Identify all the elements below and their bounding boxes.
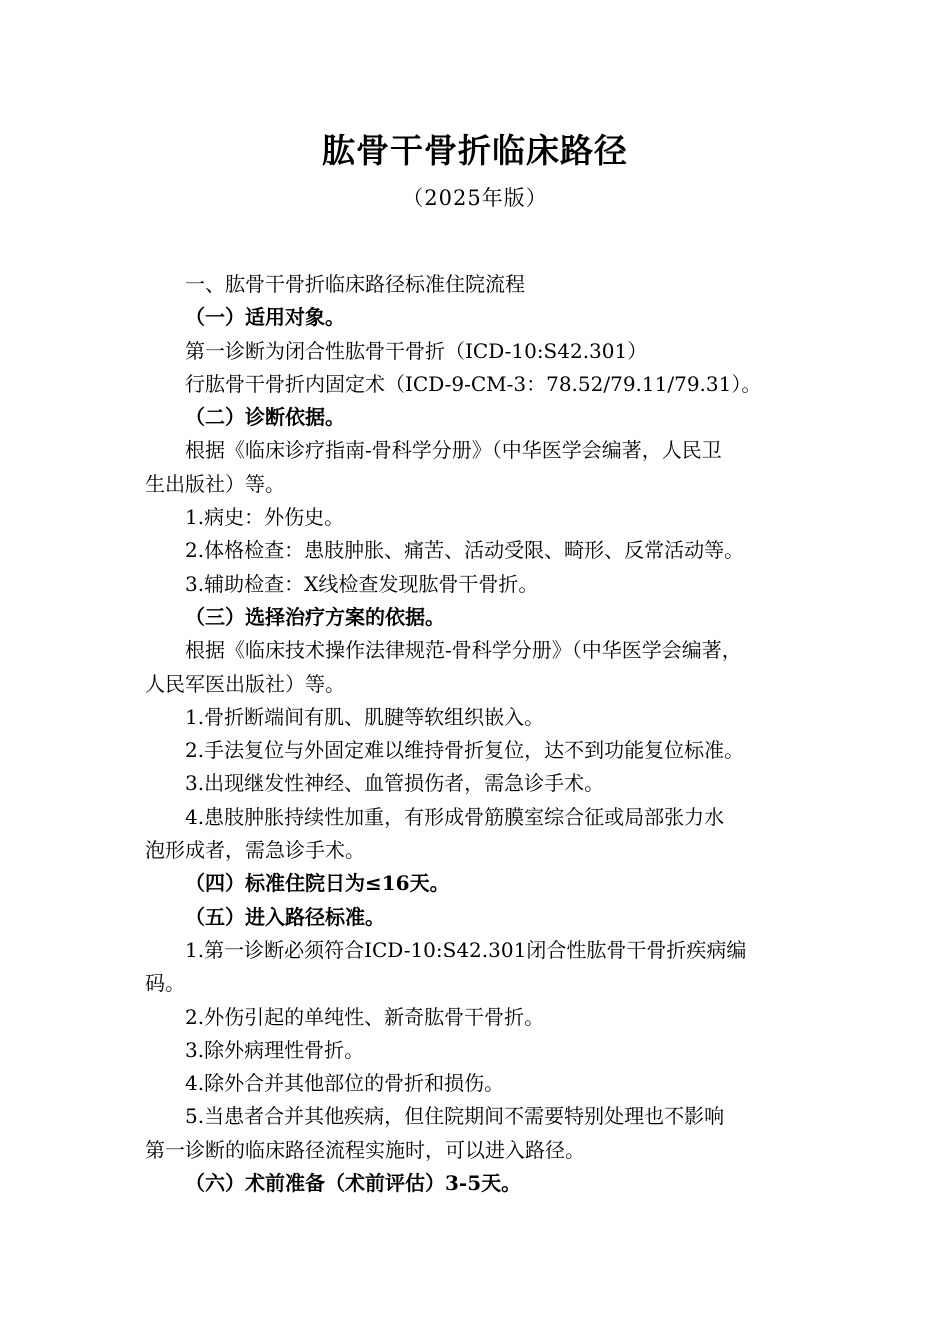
- list-item: 1.病史：外伤史。: [185, 505, 345, 530]
- paragraph-line: 5.当患者合并其他疾病，但住院期间不需要特别处理也不影响: [185, 1104, 725, 1129]
- list-item: [145, 934, 817, 1001]
- paragraph-line: 人民军医出版社）等。: [145, 671, 345, 696]
- subsection-heading-diagnosis-basis: （二）诊断依据。: [185, 405, 345, 430]
- list-item: 1.骨折断端间有肌、肌腱等软组织嵌入。: [185, 704, 545, 729]
- list-item: [145, 1100, 817, 1167]
- paragraph-procedure: 行肱骨干骨折内固定术（ICD-9-CM-3：78.52/79.11/79.31）。: [185, 371, 762, 396]
- list-item: 3.出现继发性神经、血管损伤者，需急诊手术。: [185, 771, 605, 796]
- paragraph-line: 第一诊断的临床路径流程实施时，可以进入路径。: [145, 1137, 585, 1162]
- document-body: [145, 268, 817, 1200]
- subsection-heading-preoperative-preparation: （六）术前准备（术前评估）3-5天。: [185, 1171, 522, 1196]
- paragraph-line: 码。: [145, 971, 185, 996]
- paragraph-treatment-reference: [145, 634, 817, 701]
- subsection-heading-applicable-subjects: （一）适用对象。: [185, 305, 345, 330]
- list-item: 2.体格检查：患肢肿胀、痛苦、活动受限、畸形、反常活动等。: [185, 538, 745, 563]
- paragraph-line: 生出版社）等。: [145, 471, 285, 496]
- document-subtitle: （2025年版）: [402, 186, 548, 210]
- list-item: [145, 801, 817, 868]
- document-title: 肱骨干骨折临床路径: [322, 131, 628, 170]
- subsection-heading-treatment-basis: （三）选择治疗方案的依据。: [185, 604, 445, 629]
- subsection-heading-entry-criteria: （五）进入路径标准。: [185, 904, 385, 929]
- list-item: 2.手法复位与外固定难以维持骨折复位，达不到功能复位标准。: [185, 738, 745, 763]
- paragraph-diagnosis-reference: [145, 434, 817, 501]
- paragraph-first-diagnosis: 第一诊断为闭合性肱骨干骨折（ICD-10:S42.301）: [185, 338, 648, 363]
- list-item: 3.辅助检查：X线检查发现肱骨干骨折。: [185, 571, 539, 596]
- section-heading: 一、肱骨干骨折临床路径标准住院流程: [185, 272, 525, 296]
- paragraph-line: 根据《临床诊疗指南-骨科学分册》（中华医学会编著，人民卫: [185, 438, 722, 463]
- subsection-heading-length-of-stay: （四）标准住院日为≤16天。: [185, 871, 450, 896]
- list-item: 3.除外病理性骨折。: [185, 1037, 365, 1062]
- paragraph-line: 1.第一诊断必须符合ICD-10:S42.301闭合性肱骨干骨折疾病编: [185, 937, 747, 962]
- paragraph-line: 根据《临床技术操作法律规范-骨科学分册》（中华医学会编著，: [185, 638, 742, 663]
- list-item: 4.除外合并其他部位的骨折和损伤。: [185, 1071, 505, 1096]
- paragraph-line: 4.患肢肿胀持续性加重，有形成骨筋膜室综合征或局部张力水: [185, 804, 725, 829]
- paragraph-line: 泡形成者，需急诊手术。: [145, 838, 365, 863]
- list-item: 2.外伤引起的单纯性、新奇肱骨干骨折。: [185, 1004, 545, 1029]
